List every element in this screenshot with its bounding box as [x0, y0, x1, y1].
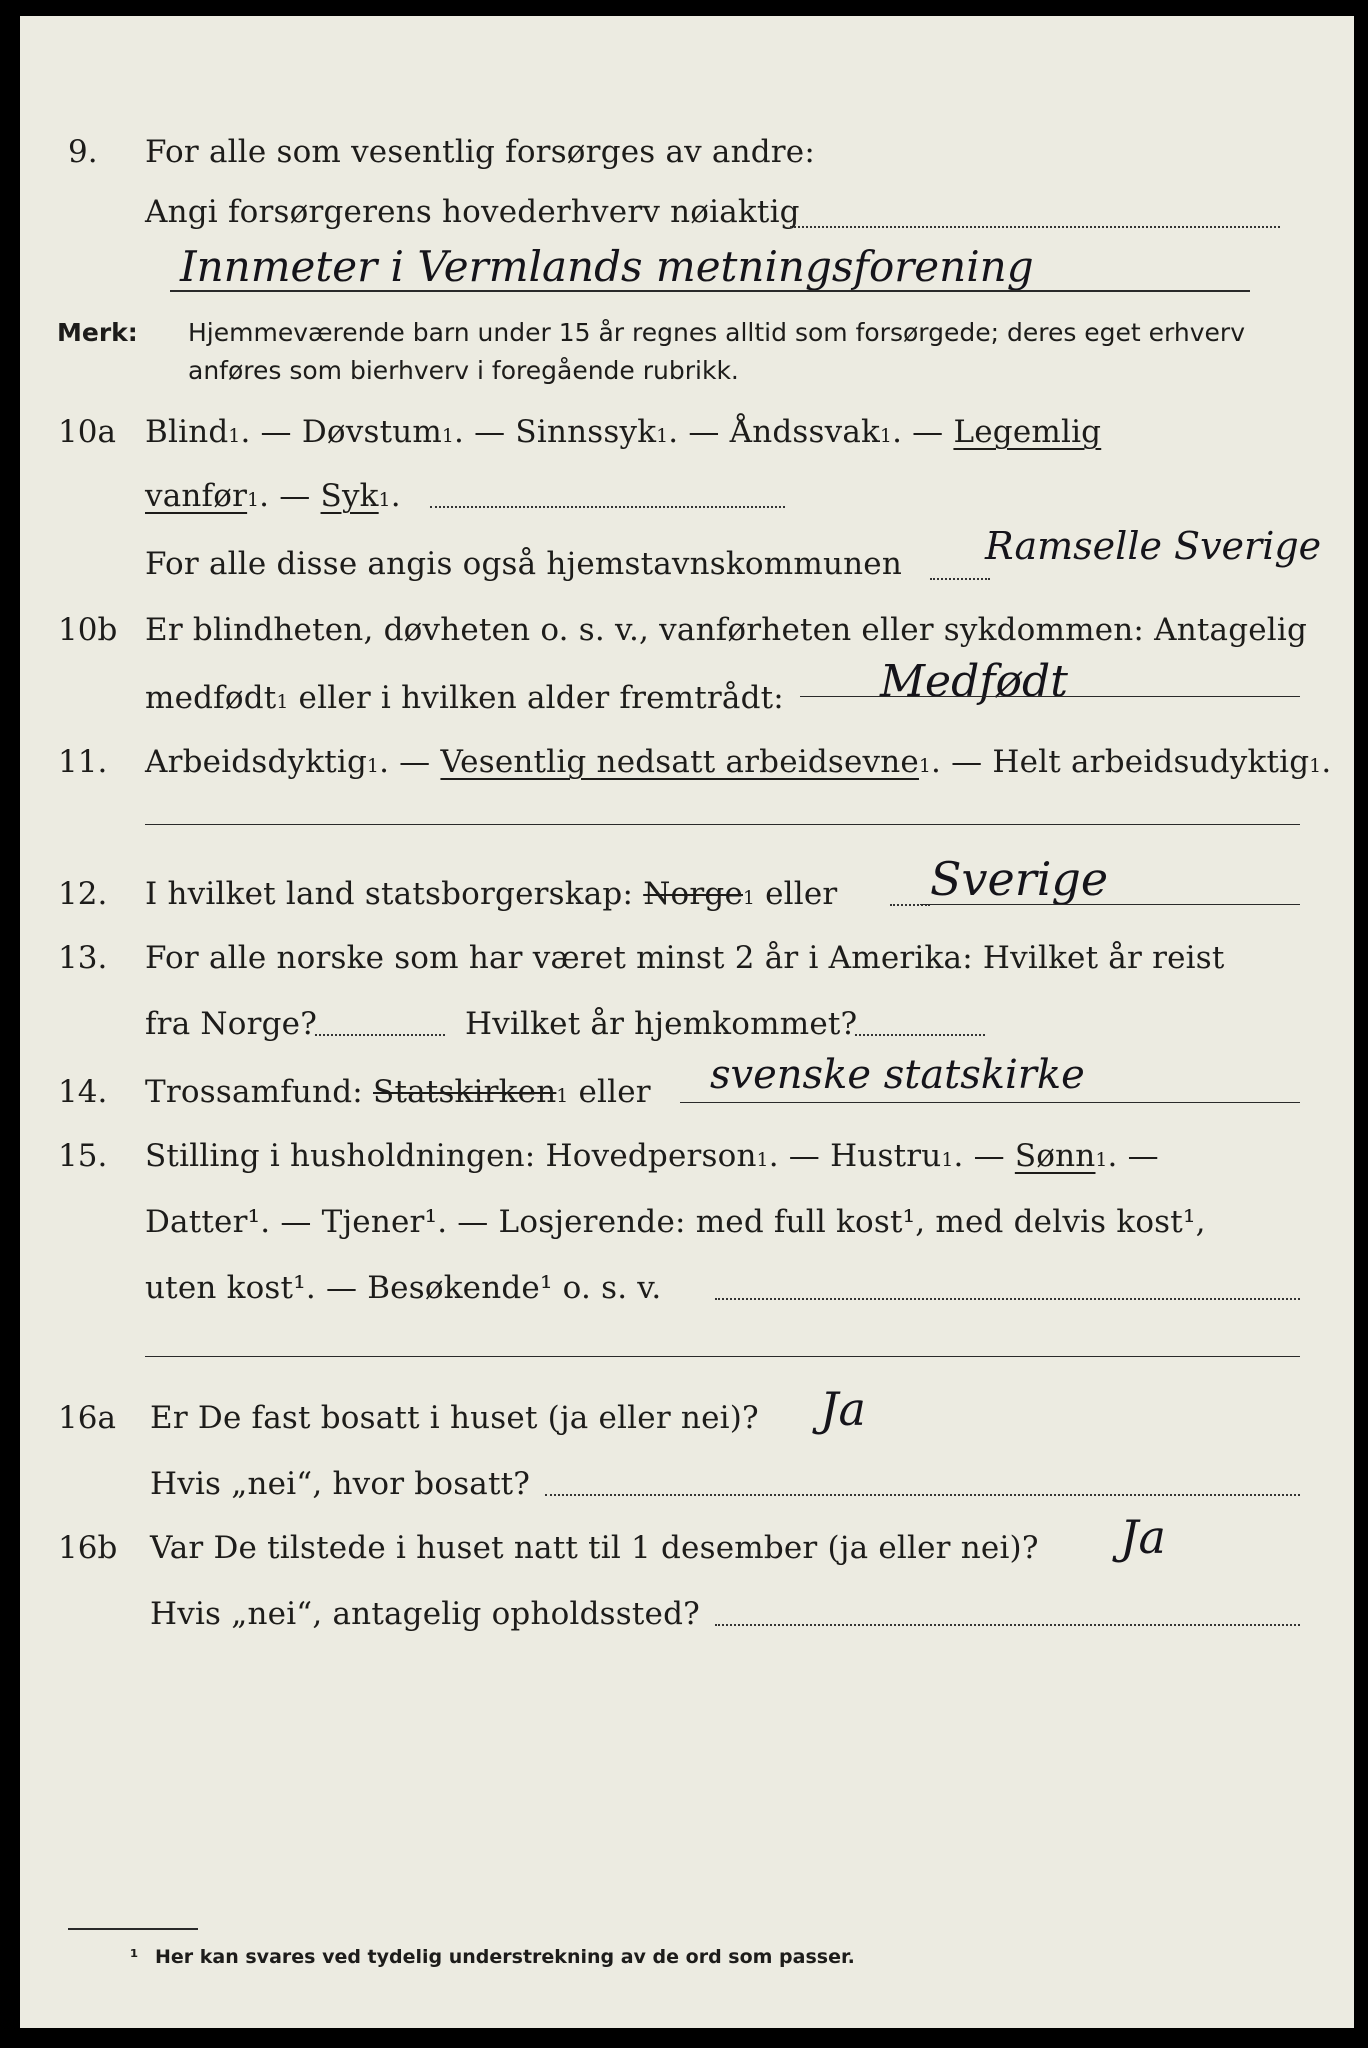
q14-handwritten-answer: svenske statskirke: [710, 1052, 1085, 1098]
q9-handwritten-answer: Innmeter i Vermlands metningsforening: [180, 242, 1034, 291]
q16a-line1: Er De fast bosatt i huset (ja eller nei)?: [150, 1400, 759, 1436]
q13-dotted-hjemkommet: [855, 1034, 985, 1036]
q16b-number: 16b: [58, 1530, 118, 1566]
q12-eller: eller: [765, 876, 838, 912]
q10a-line1: Blind$^1$. — Døvstum$^1$. — Sinnssyk$^1$. — Åndssvak$^1$. — Legemlig: [145, 414, 1102, 450]
merk-line2: anføres som bierhverv i foregående rubrikk.: [188, 356, 739, 385]
q12-text: I hvilket land statsborgerskap:: [145, 876, 634, 912]
q14-text: Trossamfund:: [145, 1074, 363, 1110]
syk-option: Syk: [320, 478, 379, 514]
norge-option: Norge: [643, 876, 743, 912]
sonn-option: Sønn: [1014, 1138, 1096, 1174]
footnote-mark: ¹: [130, 1946, 139, 1968]
helt-arbeidsudyktig-option: Helt arbeidsudyktig: [992, 744, 1310, 780]
q10a-number: 10a: [58, 414, 116, 450]
q10b-handwritten-answer: Medfødt: [880, 656, 1068, 707]
statskirken-option: Statskirken: [373, 1074, 557, 1110]
q10b-number: 10b: [58, 612, 118, 648]
q10a-dots-before-answer: [930, 578, 990, 580]
q12-number: 12.: [58, 876, 108, 912]
q16b-line1: Var De tilstede i huset natt til 1 desember (ja eller nei)?: [150, 1530, 1039, 1566]
q16b-handwritten-answer: Ja: [1120, 1510, 1166, 1564]
footnote-rule: [68, 1928, 198, 1930]
q15-line2: Datter¹. — Tjener¹. — Losjerende: med full kost¹, med delvis kost¹,: [145, 1204, 1206, 1240]
dovstum-option: Døvstum: [301, 414, 442, 450]
q16a-line2: Hvis „nei“, hvor bosatt?: [150, 1466, 531, 1502]
q15-dotted-line: [715, 1298, 1300, 1300]
q11-line: Arbeidsdyktig$^1$. — Vesentlig nedsatt arbeidsevne$^1$. — Helt arbeidsudyktig$^1$.: [145, 744, 1332, 780]
sinnssyk-option: Sinnssyk: [515, 414, 657, 450]
q15-blank-line: [145, 1356, 1300, 1357]
q16b-dotted-line: [715, 1624, 1300, 1626]
q16b-line2: Hvis „nei“, antagelig opholdssted?: [150, 1596, 700, 1632]
q9-answer-line: [170, 290, 1250, 292]
hustru-option: Hustru: [830, 1138, 942, 1174]
q10b-line2-text: eller i hvilken alder fremtrådt:: [298, 680, 784, 716]
q10b-line1: Er blindheten, døvheten o. s. v., vanførheten eller sykdommen: Antagelig: [145, 612, 1308, 648]
vesentlig-nedsatt-option: Vesentlig nedsatt arbeidsevne: [440, 744, 919, 780]
merk-line1: Hjemmeværende barn under 15 år regnes alltid som forsørgede; deres eget erhverv: [188, 318, 1245, 347]
q15-line1: Stilling i husholdningen: Hovedperson$^1$. — Hustru$^1$. — Sønn$^1$. —: [145, 1138, 1159, 1174]
q16a-number: 16a: [58, 1400, 116, 1436]
q13-line2a: fra Norge?: [145, 1006, 318, 1042]
q9-number: 9.: [68, 134, 98, 170]
q13-line1: For alle norske som har været minst 2 år i Amerika: Hvilket år reist: [145, 940, 1225, 976]
q10b-answer-line: [800, 696, 1300, 697]
q12-answer-line: [920, 904, 1300, 905]
q16a-dotted-line: [545, 1494, 1300, 1496]
q14-answer-line: [680, 1102, 1300, 1103]
q12-handwritten-answer: Sverige: [930, 852, 1109, 906]
q10b-line2: medfødt$^1$ eller i hvilken alder fremtrådt:: [145, 680, 784, 716]
q10a-dotted-line: [430, 506, 785, 508]
andssvak-option: Åndssvak: [729, 414, 881, 450]
q13-number: 13.: [58, 940, 108, 976]
q14-number: 14.: [58, 1074, 108, 1110]
q10a-line2: vanfør$^1$. — Syk$^1$.: [145, 478, 401, 514]
q15-line3: uten kost¹. — Besøkende¹ o. s. v.: [145, 1270, 662, 1306]
blind-option: Blind: [145, 414, 229, 450]
q13-line2b: Hvilket år hjemkommet?: [465, 1006, 858, 1042]
q10a-line3: For alle disse angis også hjemstavnskommunen: [145, 546, 902, 582]
census-form-page: [20, 16, 1354, 2028]
q13-dotted-reist: [315, 1034, 445, 1036]
q11-number: 11.: [58, 744, 108, 780]
q11-blank-line: [145, 824, 1300, 825]
arbeidsdyktig-option: Arbeidsdyktig: [145, 744, 368, 780]
hovedperson-option: Stilling i husholdningen: Hovedperson: [145, 1138, 757, 1174]
legemlig-option: Legemlig: [953, 414, 1102, 450]
q14-eller: eller: [578, 1074, 651, 1110]
q9-line1: For alle som vesentlig forsørges av andre:: [145, 134, 815, 170]
q9-dotted-line: [790, 226, 1280, 228]
q16a-handwritten-answer: Ja: [820, 1382, 866, 1436]
q9-line2: Angi forsørgerens hovederhverv nøiaktig: [145, 194, 800, 230]
q15-number: 15.: [58, 1138, 108, 1174]
medfodt-option: medfødt: [145, 680, 277, 716]
q10a-handwritten-answer: Ramselle Sverige: [985, 524, 1322, 568]
merk-label: Merk:: [57, 318, 138, 347]
footnote-text: Her kan svares ved tydelig understrekning av de ord som passer.: [155, 1946, 855, 1968]
q14-line: Trossamfund: Statskirken$^1$ eller: [145, 1074, 651, 1110]
q12-line: I hvilket land statsborgerskap: Norge$^1$ eller: [145, 876, 838, 912]
vanfor-option: vanfør: [145, 478, 248, 514]
